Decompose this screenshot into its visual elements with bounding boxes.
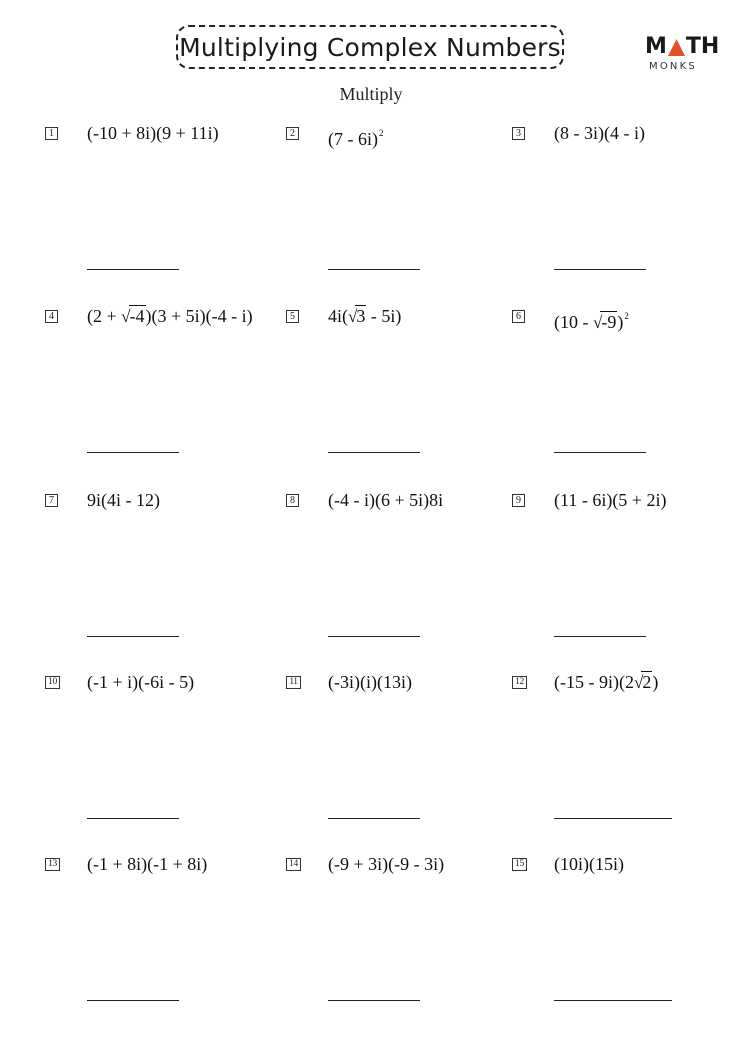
- problem-expression: (-10 + 8i)(9 + 11i): [87, 123, 219, 143]
- problem-expression: [554, 304, 629, 335]
- problem-expression: [328, 121, 383, 151]
- problem-expression: (10i)(15i): [554, 854, 624, 874]
- problem-4: [45, 304, 265, 474]
- worksheet-title-text: Multiplying Complex Numbers: [179, 32, 561, 62]
- expression-suffix: )(3 + 5i)(-4 - i): [145, 306, 253, 326]
- problem-14: [286, 852, 506, 1022]
- problem-number: 7: [45, 494, 58, 507]
- problem-10: [45, 670, 265, 840]
- problem-12: [512, 670, 732, 840]
- problem-expression: (-1 + 8i)(-1 + 8i): [87, 854, 208, 874]
- answer-line: [328, 269, 420, 270]
- instruction-text: Multiply: [339, 84, 403, 104]
- problem-expression: [328, 304, 401, 329]
- problem-expression: (-4 - i)(6 + 5i)8i: [328, 490, 444, 510]
- answer-line: [554, 269, 646, 270]
- answer-line: [554, 818, 672, 819]
- problem-7: [45, 488, 265, 658]
- answer-line: [554, 1000, 672, 1001]
- problem-number: 11: [286, 676, 301, 689]
- expression-prefix: (-15 - 9i)(2: [554, 672, 634, 692]
- answer-line: [328, 1000, 420, 1001]
- worksheet-title: [176, 25, 564, 69]
- problem-expression: [554, 670, 658, 695]
- problem-3: [512, 121, 732, 291]
- answer-line: [87, 818, 179, 819]
- problem-number: 5: [286, 310, 299, 323]
- problem-expression: (-3i)(i)(13i): [328, 672, 412, 692]
- problem-expression: (8 - 3i)(4 - i): [554, 123, 645, 143]
- problem-number: 3: [512, 127, 525, 140]
- radicand: 2: [642, 672, 652, 692]
- radicand: 3: [356, 306, 366, 326]
- problem-9: [512, 488, 732, 658]
- expression-prefix: 4i(: [328, 306, 348, 326]
- radical-sign-icon: √: [121, 307, 131, 326]
- answer-line: [87, 636, 179, 637]
- problem-number: 2: [286, 127, 299, 140]
- problem-8: [286, 488, 506, 658]
- problem-number: 1: [45, 127, 58, 140]
- problem-2: [286, 121, 506, 291]
- radical-sign-icon: √: [593, 313, 603, 332]
- problem-expression: (-1 + i)(-6i - 5): [87, 672, 195, 692]
- expression-base: (7 - 6i): [328, 129, 378, 149]
- answer-line: [87, 1000, 179, 1001]
- problem-number: 13: [45, 858, 60, 871]
- radicand: -9: [601, 312, 617, 332]
- expression-suffix: - 5i): [366, 306, 402, 326]
- problem-number: 15: [512, 858, 527, 871]
- problem-number: 8: [286, 494, 299, 507]
- radical-sign-icon: √: [633, 673, 644, 692]
- problem-number: 9: [512, 494, 525, 507]
- expression-suffix: ): [652, 672, 659, 692]
- math-monks-logo: [645, 34, 721, 74]
- square-root: [634, 670, 652, 695]
- problem-expression: (-9 + 3i)(-9 - 3i): [328, 854, 445, 874]
- problem-13: [45, 852, 265, 1022]
- problem-number: 12: [512, 676, 527, 689]
- logo-letters-th: TH: [685, 34, 720, 59]
- problem-1: [45, 121, 265, 291]
- square-root: [348, 304, 366, 329]
- logo-triangle-icon: [668, 39, 685, 56]
- answer-line: [87, 452, 179, 453]
- problem-expression: [87, 304, 253, 329]
- exponent: 2: [378, 128, 384, 138]
- problem-number: 4: [45, 310, 58, 323]
- exponent: 2: [624, 311, 629, 321]
- problem-number: 6: [512, 310, 525, 323]
- answer-line: [328, 636, 420, 637]
- problem-expression: (11 - 6i)(5 + 2i): [554, 490, 667, 510]
- expression-suffix: ): [617, 312, 624, 332]
- expression-prefix: (10 -: [554, 312, 593, 332]
- problem-6: [512, 304, 732, 474]
- problem-15: [512, 852, 732, 1022]
- square-root: [121, 304, 145, 329]
- problem-5: [286, 304, 506, 474]
- logo-subtext: MONKS: [649, 61, 697, 72]
- answer-line: [87, 269, 179, 270]
- problem-expression: 9i(4i - 12): [87, 490, 160, 510]
- logo-wordmark: [645, 34, 721, 58]
- radicand: -4: [129, 306, 145, 326]
- problem-11: [286, 670, 506, 840]
- answer-line: [328, 818, 420, 819]
- problem-number: 10: [45, 676, 60, 689]
- answer-line: [554, 636, 646, 637]
- radical-sign-icon: √: [348, 307, 358, 326]
- square-root: [593, 310, 617, 335]
- answer-line: [328, 452, 420, 453]
- answer-line: [554, 452, 646, 453]
- expression-prefix: (2 +: [87, 306, 122, 326]
- logo-letter-m: M: [645, 34, 667, 59]
- problem-number: 14: [286, 858, 301, 871]
